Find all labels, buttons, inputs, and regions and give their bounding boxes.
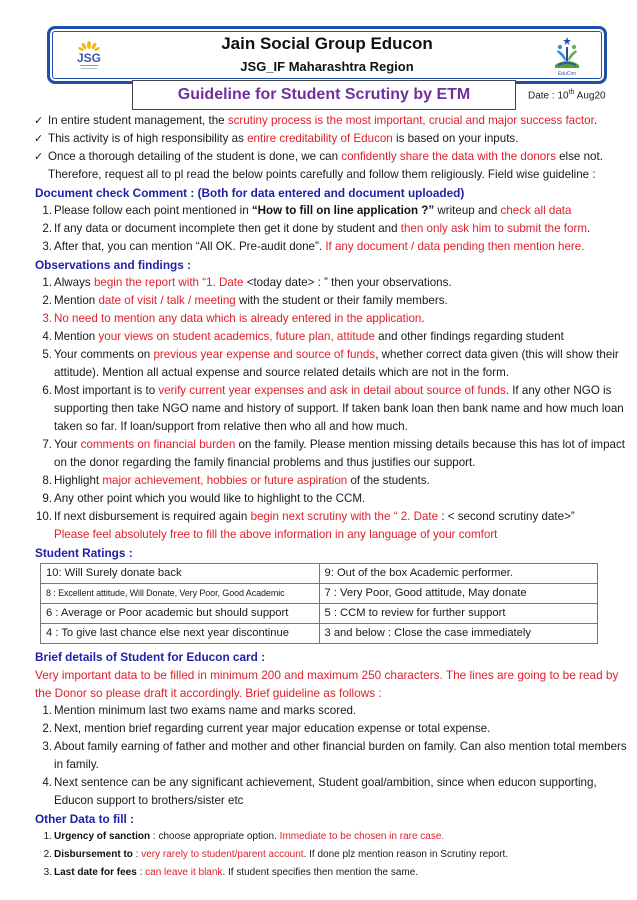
- table-row: [41, 584, 598, 604]
- list-item: 4. Next sentence can be any significant achievement, Student goal/ambition, since when educon supporting, Educon support to brothers/sister etc: [42, 776, 597, 807]
- checkmark-icon: ✓: [34, 151, 44, 163]
- list-item: 3. Last date for fees : can leave it blank. If student specifies then mention the same.: [43, 867, 419, 878]
- list-item: 1. Please follow each point mentioned in “How to fill on line application ?” writeup and check all data: [42, 204, 572, 217]
- rating-cell: 9: Out of the box Academic performer.: [319, 564, 598, 584]
- list-item: 5. Your comments on previous year expense and source of funds, whether correct data given (this will show their attitude). Mention all actual expense and source related details which are not in the form.: [42, 348, 619, 379]
- list-item: 9. Any other point which you would like to highlight to the CCM.: [42, 492, 366, 505]
- list-item: 1. Mention minimum last two exams name and marks scored.: [42, 704, 357, 717]
- educon-logo-icon: [552, 35, 582, 77]
- intro-item: ✓ Once a thorough detailing of the student is done, we can confidently share the data with the donors else not.: [34, 148, 637, 166]
- rating-cell: 7 : Very Poor, Good attitude, May donate: [319, 584, 598, 604]
- document-check-heading: Document check Comment : (Both for data entered and document uploaded): [35, 186, 465, 200]
- svg-text:JSG: JSG: [76, 51, 102, 65]
- guideline-title: Guideline for Student Scrutiny by ETM: [177, 86, 471, 103]
- intro-item: ✓ In entire student management, the scrutiny process is the most important, crucial and major success factor.: [34, 112, 637, 130]
- list-item: 7. Your comments on financial burden on the family. Please mention missing details because this has lot of impact on the donor regarding the family financial problems and thus justifies our support.: [42, 438, 625, 469]
- language-note: Please feel absolutely free to fill the above information in any language of your comfort: [54, 528, 498, 541]
- rating-cell: 4 : To give last chance else next year discontinue: [41, 624, 320, 644]
- ratings-heading: Student Ratings :: [35, 546, 133, 560]
- checkmark-icon: ✓: [34, 115, 44, 127]
- list-item: 6. Most important is to verify current year expenses and ask in detail about source of funds. If any other NGO is supporting then take NGO name and history of support. If taken bank loan then bank name and how much loan taken so far. If loan/support from relative then who all and how much.: [42, 384, 624, 433]
- brief-list: [0, 702, 637, 810]
- table-row: [41, 604, 598, 624]
- list-item: 4. Mention your views on student academics, future plan, attitude and other findings regarding student: [42, 330, 564, 343]
- rating-cell: 10: Will Surely donate back: [41, 564, 320, 584]
- checkmark-icon: ✓: [34, 133, 44, 145]
- table-row: [41, 624, 598, 644]
- list-item: 2. Next, mention brief regarding current year major education expense or total expense.: [42, 722, 491, 735]
- rating-cell: 3 and below : Close the case immediately: [319, 624, 598, 644]
- brief-heading: Brief details of Student for Educon card :: [35, 650, 266, 664]
- list-item: 3. No need to mention any data which is already entered in the application.: [42, 312, 425, 325]
- observations-heading: Observations and findings :: [35, 258, 191, 272]
- brief-note: Very important data to be filled in minimum 200 and maximum 250 characters. The lines are going to be read by the Donor so please draft it accordingly. Brief guideline as follows :: [35, 668, 619, 700]
- guideline-title-box: [132, 80, 516, 110]
- list-item: 10. If next disbursement is required again begin next scrutiny with the “ 2. Date : < second scrutiny date>” Please feel absolutely free to fill the above information in any language of your comfort: [35, 510, 575, 541]
- list-item: 2. Disbursement to : very rarely to student/parent account. If done plz mention reason in Scrutiny report.: [43, 849, 509, 860]
- intro-list: [0, 112, 637, 166]
- other-data-heading: Other Data to fill :: [35, 812, 134, 826]
- rating-cell: 8 : Excellent attitude, Will Donate, Very Poor, Good Academic: [41, 584, 320, 604]
- list-item: 8. Highlight major achievement, hobbies or future aspiration of the students.: [42, 474, 430, 487]
- svg-text:EduCon: EduCon: [557, 71, 577, 77]
- list-item: 1. Urgency of sanction : choose appropriate option. Immediate to be chosen in rare case.: [43, 831, 445, 842]
- list-item: 2. Mention date of visit / talk / meeting with the student or their family members.: [42, 294, 448, 307]
- observations-list: [0, 274, 637, 544]
- ratings-table: [40, 563, 598, 644]
- other-data-list: [0, 828, 637, 882]
- list-item: 3. About family earning of father and mother and other financial burden on family. Can also mention total members in family.: [42, 740, 627, 771]
- list-item: 1. Always begin the report with “1. Date <today date> : ” then your observations.: [42, 276, 452, 289]
- rating-cell: 6 : Average or Poor academic but should support: [41, 604, 320, 624]
- table-row: [41, 564, 598, 584]
- document-check-list: [0, 202, 637, 256]
- org-subtitle: JSG_IF Maharashtra Region: [240, 59, 414, 74]
- header-banner: [47, 26, 607, 84]
- org-title: Jain Social Group Educon: [221, 34, 433, 53]
- intro-continuation: Therefore, request all to pl read the below points carefully and follow them religiously. Field wise guideline :: [48, 168, 596, 181]
- guideline-content: [0, 112, 637, 882]
- document-date: Date : 10th Aug20: [528, 89, 606, 102]
- rating-cell: 5 : CCM to review for further support: [319, 604, 598, 624]
- intro-item: ✓ This activity is of high responsibility as entire creditability of Educon is based on your inputs.: [34, 130, 637, 148]
- list-item: 3. After that, you can mention “All OK. Pre-audit done”. If any document / data pending then mention here.: [42, 240, 585, 253]
- list-item: 2. If any data or document incomplete then get it done by student and then only ask him to submit the form.: [42, 222, 591, 235]
